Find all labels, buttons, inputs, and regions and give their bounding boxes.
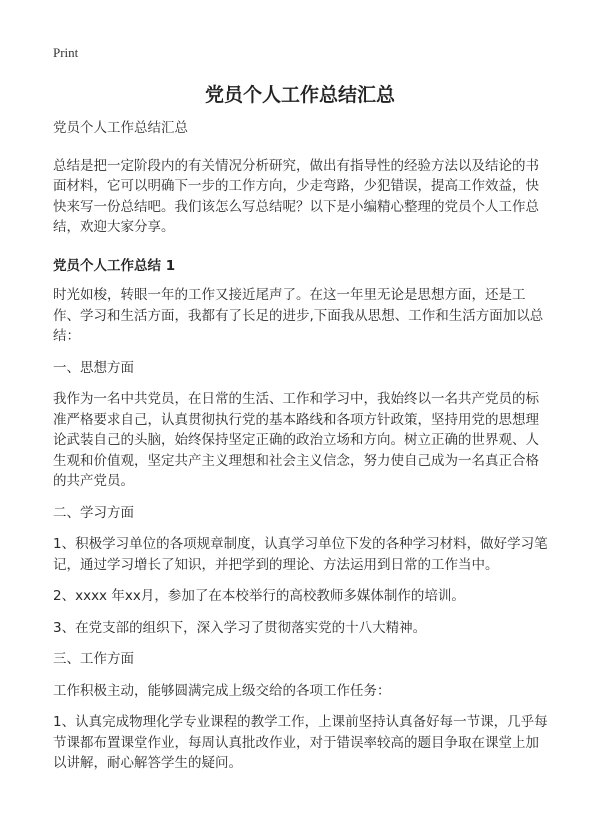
document-body <box>53 118 550 785</box>
document-subtitle: 党员个人工作总结汇总 <box>53 120 188 136</box>
paragraph: 3、在党支部的组织下，深入学习了贯彻落实党的十八大精神。 <box>53 619 427 636</box>
subheading-study: 二、学习方面 <box>53 504 134 521</box>
subheading-work: 三、工作方面 <box>53 651 134 667</box>
paragraph: 2、xxxx 年xx月，参加了在本校举行的高校教师多媒体制作的培训。 <box>53 588 465 604</box>
section-heading: 党员个人工作总结 1 <box>53 257 176 274</box>
intro-paragraph: 总结是把一定阶段内的有关情况分析研究，做出有指导性的经验方法以及结论的书面材料，它可以明确下一步的工作方向，少走弯路，少犯错误，提高工作效益，快快来写一份总结吧。我们该怎么写总结呢？以下是小编精心整理的党员个人工作总结，欢迎大家分享。 <box>53 157 539 235</box>
paragraph: 1、认真完成物理化学专业课程的教学工作，上课前坚持认真备好每一节课，几乎每节课都布置课堂作业，每周认真批改作业，对于错误率较高的题目争取在课堂上加以讲解，耐心解答学生的疑问。 <box>53 714 548 771</box>
subheading-thought: 一、思想方面 <box>53 359 134 376</box>
page-title: 党员个人工作总结汇总 <box>204 84 395 106</box>
paragraph: 我作为一名中共党员，在日常的生活、工作和学习中，我始终以一名共产党员的标准严格要求自己，认真贯彻执行党的基本路线和各项方针政策，坚持用党的思想理论武装自己的头脑，始终保持坚定正确的政治立场和方向。树立正确的世界观、人生观和价值观，坚定共产主义理想和社会主义信念，努力使自己成为一名真正合格的共产党员。 <box>53 391 539 489</box>
paragraph: 工作积极主动，能够圆满完成上级交给的各项工作任务： <box>53 682 391 699</box>
paragraph: 1、积极学习单位的各项规章制度，认真学习单位下发的各种学习材料，做好学习笔记，通过学习增长了知识，并把学到的理论、方法运用到日常的工作当中。 <box>53 536 548 573</box>
print-link[interactable]: Print <box>53 45 79 60</box>
paragraph: 时光如梭，转眼一年的工作又接近尾声了。在这一年里无论是思想方面，还是工作、学习和生活方面，我都有了长足的进步,下面我从思想、工作和生活方面加以总结： <box>53 287 544 344</box>
